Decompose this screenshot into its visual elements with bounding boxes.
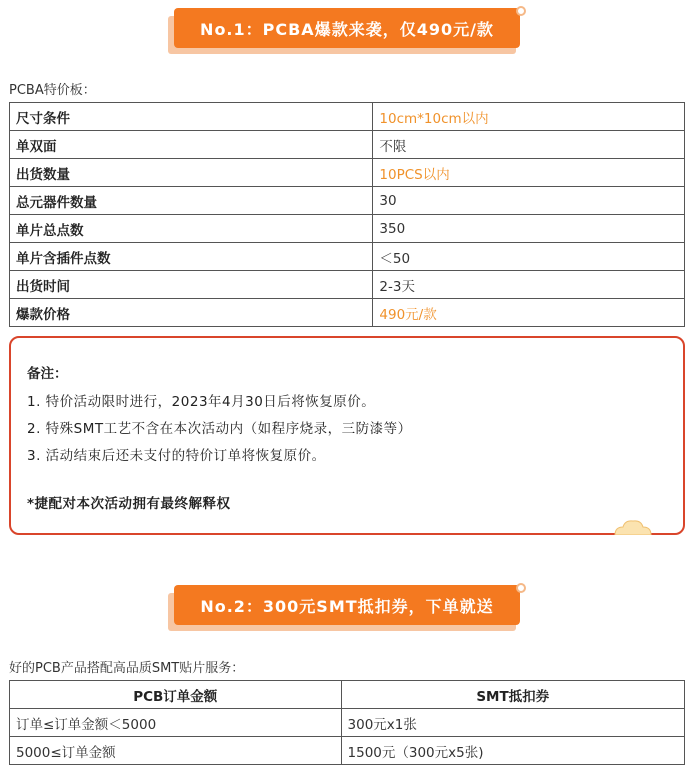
- pcba-spec-table: [9, 102, 685, 327]
- banner-dot-icon: [516, 6, 526, 16]
- column-header: PCB订单金额: [10, 681, 342, 709]
- spec-key: 单双面: [10, 131, 373, 159]
- spec-key: 总元器件数量: [10, 187, 373, 215]
- note-box: [9, 336, 685, 535]
- spec-key: 出货时间: [10, 271, 373, 299]
- spec-key: 出货数量: [10, 159, 373, 187]
- table-row: [10, 159, 685, 187]
- table-row: [10, 271, 685, 299]
- spec-key: 尺寸条件: [10, 103, 373, 131]
- table-row: [10, 737, 685, 765]
- banner-2-label: No.2：300元SMT抵扣券，下单就送: [174, 585, 520, 625]
- banner-dot-icon: [516, 583, 526, 593]
- table-cell: 1500元（300元x5张): [341, 737, 684, 765]
- note-line-2: 2. 特殊SMT工艺不含在本次活动内（如程序烧录，三防漆等）: [27, 421, 412, 437]
- spec-value: 350: [373, 215, 685, 243]
- note-disclaimer: *捷配对本次活动拥有最终解释权: [27, 496, 231, 512]
- spec-value: 不限: [373, 131, 685, 159]
- spec-key: 单片含插件点数: [10, 243, 373, 271]
- note-title: 备注：: [27, 366, 68, 382]
- table-row: [10, 131, 685, 159]
- spec-value: 490元/款: [373, 299, 685, 327]
- note-line-1: 1. 特价活动限时进行，2023年4月30日后将恢复原价。: [27, 394, 376, 410]
- promo-banner-1: [168, 6, 526, 56]
- table-row: [10, 103, 685, 131]
- section-2-intro: 好的PCB产品搭配高品质SMT贴片服务：: [9, 661, 245, 676]
- table-cell: 300元x1张: [341, 709, 684, 737]
- spec-value: 2-3天: [373, 271, 685, 299]
- note-line-3: 3. 活动结束后还未支付的特价订单将恢复原价。: [27, 448, 326, 464]
- section-1-intro: PCBA特价板：: [9, 83, 96, 98]
- table-row: [10, 215, 685, 243]
- table-row: [10, 299, 685, 327]
- spec-value: 30: [373, 187, 685, 215]
- spec-key: 单片总点数: [10, 215, 373, 243]
- cloud-decoration-icon: [613, 519, 653, 535]
- table-row: [10, 187, 685, 215]
- spec-value: ＜50: [373, 243, 685, 271]
- spec-value: 10cm*10cm以内: [373, 103, 685, 131]
- banner-1-label: No.1：PCBA爆款来袭，仅490元/款: [174, 8, 520, 48]
- spec-value: 10PCS以内: [373, 159, 685, 187]
- table-cell: 5000≤订单金额: [10, 737, 342, 765]
- table-header-row: [10, 681, 685, 709]
- spec-key: 爆款价格: [10, 299, 373, 327]
- promo-banner-2: [168, 583, 526, 633]
- table-row: [10, 709, 685, 737]
- table-row: [10, 243, 685, 271]
- column-header: SMT抵扣券: [341, 681, 684, 709]
- table-cell: 订单≤订单金额＜5000: [10, 709, 342, 737]
- smt-coupon-table: [9, 680, 685, 765]
